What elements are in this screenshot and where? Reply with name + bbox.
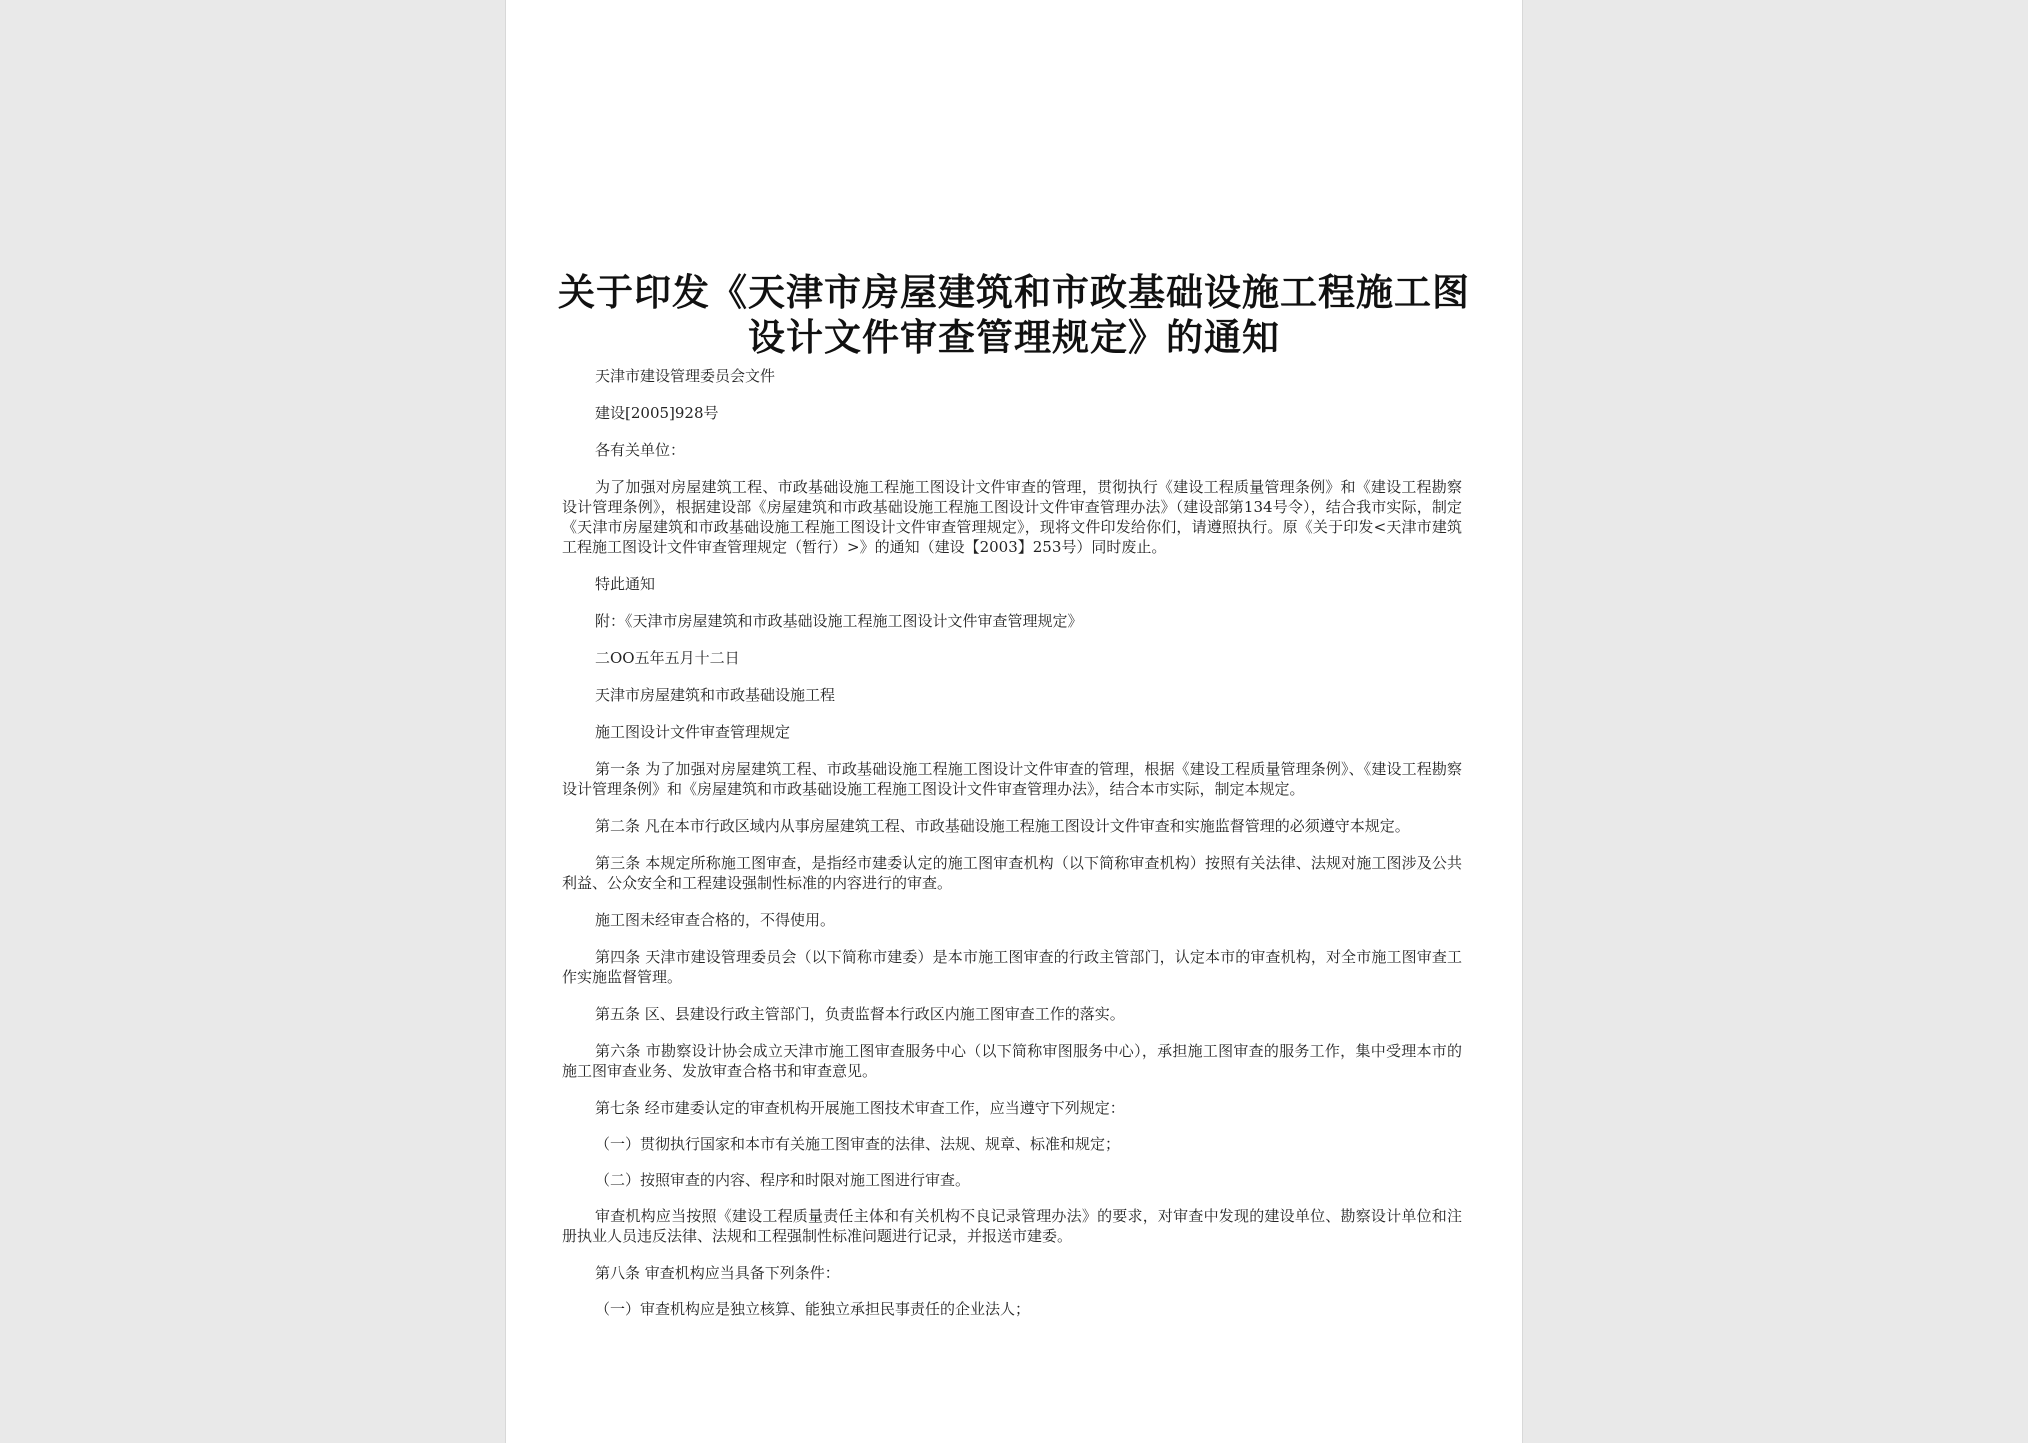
regulation-title-line-1: 天津市房屋建筑和市政基础设施工程 (595, 686, 836, 704)
article-7-supplement: 审查机构应当按照《建设工程质量责任主体和有关机构不良记录管理办法》的要求，对审查中发现的建设单位、勘察设计单位和注册执业人员违反法律、法规和工程强制性标准问题进行记录，并报送市建委。 (562, 1207, 1462, 1245)
attachment-line: 附：《天津市房屋建筑和市政基础设施工程施工图设计文件审查管理规定》 (595, 612, 1083, 630)
article-8: 第八条 审查机构应当具备下列条件： (595, 1264, 840, 1282)
intro-paragraph: 为了加强对房屋建筑工程、市政基础设施工程施工图设计文件审查的管理，贯彻执行《建设工程质量管理条例》和《建设工程勘察设计管理条例》，根据建设部《房屋建筑和市政基础设施工程施工图设计文件审查管理办法》（建设部第134号令），结合我市实际，制定《天津市房屋建筑和市政基础设施工程施工图设计文件审查管理规定》，现将文件印发给你们，请遵照执行。原《关于印发<天津市建筑工程施工图设计文件审查管理规定（暂行）>》的通知（建设【2003】253号）同时废止。 (562, 478, 1462, 556)
article-8-item-1: （一）审查机构应是独立核算、能独立承担民事责任的企业法人； (595, 1300, 1031, 1318)
article-7: 第七条 经市建委认定的审查机构开展施工图技术审查工作，应当遵守下列规定： (595, 1099, 1125, 1117)
article-2: 第二条 凡在本市行政区域内从事房屋建筑工程、市政基础设施工程施工图设计文件审查和实施监督管理的必须遵守本规定。 (595, 817, 1410, 835)
salutation: 各有关单位： (595, 441, 686, 459)
document-title-line-1: 关于印发《天津市房屋建筑和市政基础设施工程施工图 (558, 270, 1470, 314)
article-3-note: 施工图未经审查合格的，不得使用。 (595, 911, 836, 929)
issuer-line: 天津市建设管理委员会文件 (595, 367, 776, 385)
article-6: 第六条 市勘察设计协会成立天津市施工图审查服务中心（以下简称审图服务中心），承担施工图审查的服务工作，集中受理本市的施工图审查业务、发放审查合格书和审查意见。 (562, 1042, 1462, 1080)
document-number: 建设[2005]928号 (595, 404, 719, 422)
notice-line: 特此通知 (595, 575, 656, 593)
regulation-title-line-2: 施工图设计文件审查管理规定 (595, 723, 791, 741)
date-line: 二OO五年五月十二日 (595, 649, 740, 667)
document-page (505, 0, 1523, 1443)
article-3: 第三条 本规定所称施工图审查，是指经市建委认定的施工图审查机构（以下简称审查机构）按照有关法律、法规对施工图涉及公共利益、公众安全和工程建设强制性标准的内容进行的审查。 (562, 854, 1462, 892)
document-body (562, 366, 1462, 1335)
article-1: 第一条 为了加强对房屋建筑工程、市政基础设施工程施工图设计文件审查的管理，根据《建设工程质量管理条例》、《建设工程勘察设计管理条例》和《房屋建筑和市政基础设施工程施工图设计文件审查管理办法》，结合本市实际，制定本规定。 (562, 760, 1462, 798)
article-4: 第四条 天津市建设管理委员会（以下简称市建委）是本市施工图审查的行政主管部门，认定本市的审查机构，对全市施工图审查工作实施监督管理。 (562, 948, 1462, 986)
article-5: 第五条 区、县建设行政主管部门，负责监督本行政区内施工图审查工作的落实。 (595, 1005, 1125, 1023)
article-7-item-2: （二）按照审查的内容、程序和时限对施工图进行审查。 (595, 1171, 971, 1189)
document-title-line-2: 设计文件审查管理规定》的通知 (748, 315, 1280, 359)
article-7-item-1: （一）贯彻执行国家和本市有关施工图审查的法律、法规、规章、标准和规定； (595, 1135, 1121, 1153)
